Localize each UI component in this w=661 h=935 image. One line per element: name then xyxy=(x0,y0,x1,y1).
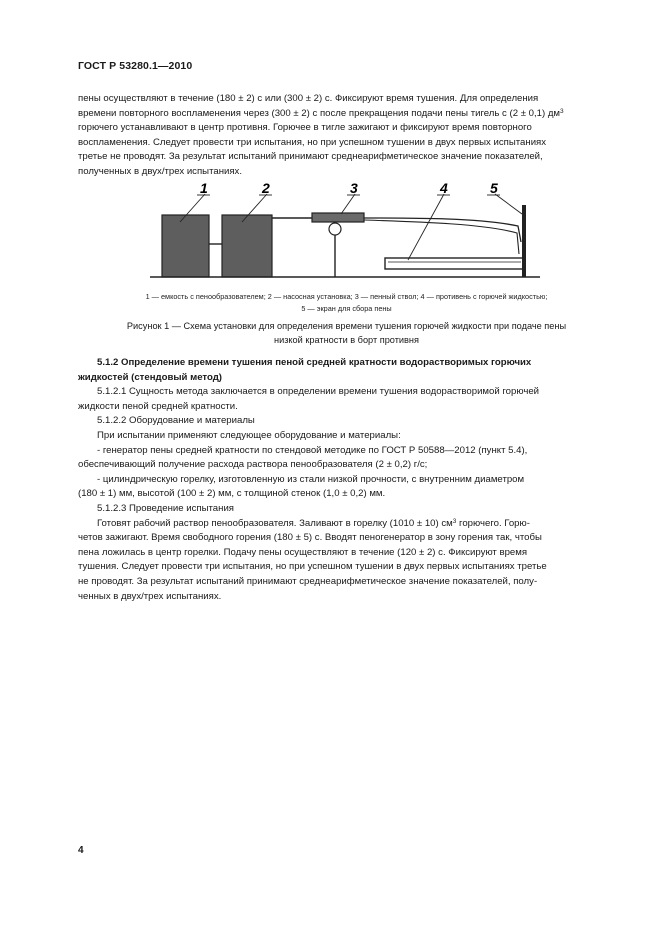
foam-nozzle-shape xyxy=(312,213,364,222)
figure-label-5: 5 xyxy=(490,180,498,196)
figure-caption-line: Рисунок 1 — Схема установки для определения времени тушения горючей жидкости при подаче пены xyxy=(126,321,567,331)
foam-screen-shape xyxy=(522,205,526,277)
intro-line: воспламенения. Следует провести три испытания, но при успешном тушении в двух первых испытаниях xyxy=(78,136,547,148)
leader-line-3 xyxy=(341,194,355,214)
figure-label-3: 3 xyxy=(350,180,358,196)
intro-line xyxy=(78,107,615,122)
foam-tank-shape xyxy=(162,215,209,277)
setup-diagram xyxy=(150,180,540,285)
procedure-line: пена ложилась в центр горелки. Подачу пены осуществляют в течение (120 ± 2) с. Фиксируют время xyxy=(78,546,528,558)
subsection-title-procedure: 5.1.2.3 Проведение испытания xyxy=(97,502,234,514)
figure-caption xyxy=(78,320,615,348)
unit-superscript: 3 xyxy=(452,517,457,525)
intro-line: горючего устанавливают в центр противня. Горючее в тигле зажигают и фиксируют время повторного xyxy=(78,122,532,134)
intro-line: пены осуществляют в течение (180 ± 2) с или (300 ± 2) с. Фиксируют время тушения. Для определения xyxy=(78,93,539,104)
procedure-text: че xyxy=(78,532,89,544)
subsection-title-equipment: 5.1.2.2 Оборудование и материалы xyxy=(97,415,255,427)
document-header: ГОСТ Р 53280.1—2010 xyxy=(78,60,193,72)
pump-unit-shape xyxy=(222,215,272,277)
figure-label-2: 2 xyxy=(262,180,270,196)
foam-stream-top xyxy=(364,218,521,242)
procedure-line: ченных в двух/трех испытаниях. xyxy=(78,590,222,602)
figure-legend-line: 5 — экран для сбора пены xyxy=(301,303,392,313)
tray-shape xyxy=(385,258,524,269)
figure-legend xyxy=(78,291,615,314)
intro-line-text: времени повторного воспламенения через (300 ± 2) с после прекращения подачи пены тигель с (2 ± 0,1) дм xyxy=(78,107,561,119)
method-essence-line: 5.1.2.1 Сущность метода заключается в определении времени тушения водорастворимой горючей xyxy=(97,386,540,398)
procedure-text: Готовят рабочий раствор пенообразователя. Заливают в горелку (1010 ± 10) см xyxy=(97,517,453,529)
procedure-line xyxy=(78,531,615,546)
figure-label-1: 1 xyxy=(200,180,208,196)
intro-line: полученных в двух/трех испытаниях. xyxy=(78,165,243,177)
method-essence-line: жидкости пеной средней кратности. xyxy=(78,400,238,412)
leader-line-5 xyxy=(495,194,522,214)
equipment-intro: При испытании применяют следующее оборудование и материалы: xyxy=(97,429,401,441)
equipment-item: обеспечивающий получение расхода раствора пенообразователя (2 ± 0,2) г/с; xyxy=(78,459,428,471)
unit-superscript: 3 xyxy=(560,107,564,115)
section-heading: жидкостей (стендовый метод) xyxy=(78,371,222,383)
section-heading: 5.1.2 Определение времени тушения пеной средней кратности водорастворимых горючих xyxy=(97,357,532,368)
procedure-line xyxy=(78,517,615,532)
figure-caption-line: низкой кратности в борт противня xyxy=(274,334,419,345)
equipment-item: - генератор пены средней кратности по стендовой методике по ГОСТ Р 50588—2012 (пункт 5.4), xyxy=(97,444,528,456)
figure-legend-line: 1 — емкость с пенообразователем; 2 — насосная установка; 3 — пенный ствол; 4 — противень с горючей жидкостью; xyxy=(145,292,548,301)
leader-line-4 xyxy=(408,194,444,260)
page-number: 4 xyxy=(78,845,84,856)
procedure-line: тушения. Следует провести три испытания, но при успешном тушении в двух первых испытаниях третье xyxy=(78,561,547,573)
equipment-item: (180 ± 1) мм, высотой (100 ± 2) мм, с толщиной стенок (1,0 ± 0,2) мм. xyxy=(78,488,386,500)
procedure-line: не проводят. За результат испытаний принимают среднеарифметическое значение показателей, полу- xyxy=(78,575,538,587)
equipment-item: - цилиндрическую горелку, изготовленную из стали низкой прочности, с внутренним диаметром xyxy=(97,473,525,485)
nozzle-mount-shape xyxy=(329,223,341,235)
foam-stream-bottom xyxy=(364,220,519,254)
procedure-text: горючего. Горю- xyxy=(456,517,530,529)
section-body xyxy=(78,356,615,604)
intro-line: третье не проводят. За результат испытаний принимают среднеарифметическое значение показателей, xyxy=(78,151,543,163)
figure-label-4: 4 xyxy=(440,180,448,196)
procedure-text: тов зажигают. Время свободного горения (180 ± 5) с. Вводят пеногенератор в зону горения так, чтобы xyxy=(88,532,542,544)
intro-paragraph xyxy=(78,92,615,180)
